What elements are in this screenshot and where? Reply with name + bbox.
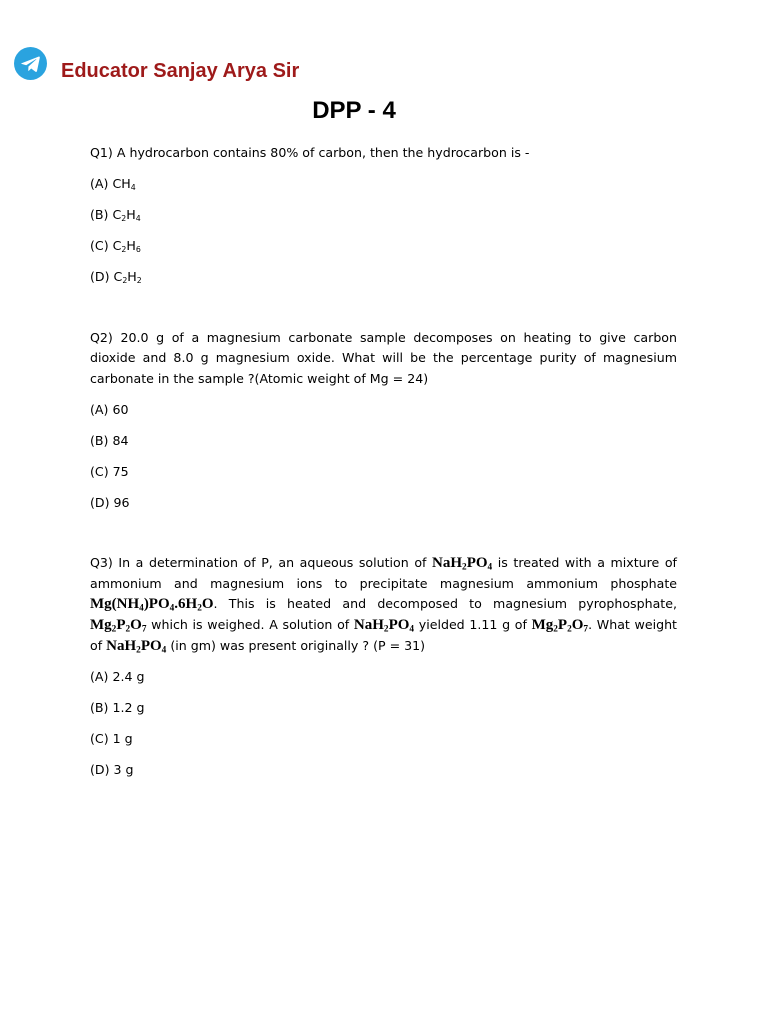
question-1: Q1) A hydrocarbon contains 80% of carbon, then the hydrocarbon is - bbox=[90, 145, 530, 160]
question-2: Q2) 20.0 g of a magnesium carbonate sample decomposes on heating to give carbon dioxide and 8.0 g magnesium oxide. What will be the percentage purity of magnesium carbonate in the sample ?(Atomic weight of Mg = 24) bbox=[90, 329, 677, 386]
option-1b: (B) $C_2H_4$ bbox=[90, 206, 141, 224]
option-2a: (A) 60 bbox=[90, 401, 129, 417]
option-3a: (A) 2.4 g bbox=[90, 668, 145, 684]
option-1d: (D) $C_2H_2$ bbox=[90, 268, 142, 286]
option-1a: (A) $CH_4$ bbox=[90, 175, 136, 193]
formula-mg2p2o7: $Mg_2P_2O_7$ bbox=[90, 617, 147, 635]
formula-mg2p2o7: $Mg_2P_2O_7$ bbox=[531, 617, 589, 635]
question-3: Q3) In a determination of P, an aqueous solution of $NaH_2PO_4$ is treated with a mixture of ammonium and magnesium ions to precipitate magnesium ammonium phosphate $Mg(NH_4)PO_4.6H_2O$. This is heated and decomposed to magnesium pyrophosphate, $Mg_2P_2O_7$ which is weighed. A solution of $NaH_2PO_4$ yielded 1.11 g of $Mg_2P_2O_7$. What weight of $NaH_2PO_4$ (in gm) was present originally ? (P = 31) bbox=[90, 555, 677, 656]
option-1c: (C) $C_2H_6$ bbox=[90, 237, 141, 255]
formula-nah2po4: $NaH_2PO_4$ bbox=[106, 637, 167, 656]
telegram-icon[interactable] bbox=[14, 47, 47, 80]
formula-nah2po4: $NaH_2PO_4$ bbox=[353, 617, 415, 635]
header bbox=[14, 47, 754, 83]
option-3c: (C) 1 g bbox=[90, 730, 133, 746]
formula-mgnh4po4: $Mg(NH_4)PO_4.6H_2O$ bbox=[90, 596, 214, 615]
formula-nah2po4: $NaH_2PO_4$ bbox=[432, 555, 493, 573]
option-2c: (C) 75 bbox=[90, 463, 129, 479]
option-2d: (D) 96 bbox=[90, 494, 130, 510]
question-sheet bbox=[90, 143, 677, 780]
brand-name: Educator Sanjay Arya Sir bbox=[61, 60, 300, 82]
option-3d: (D) 3 g bbox=[90, 761, 134, 777]
option-2b: (B) 84 bbox=[90, 432, 129, 448]
option-3b: (B) 1.2 g bbox=[90, 699, 145, 715]
page-title: DPP - 4 bbox=[312, 97, 396, 124]
